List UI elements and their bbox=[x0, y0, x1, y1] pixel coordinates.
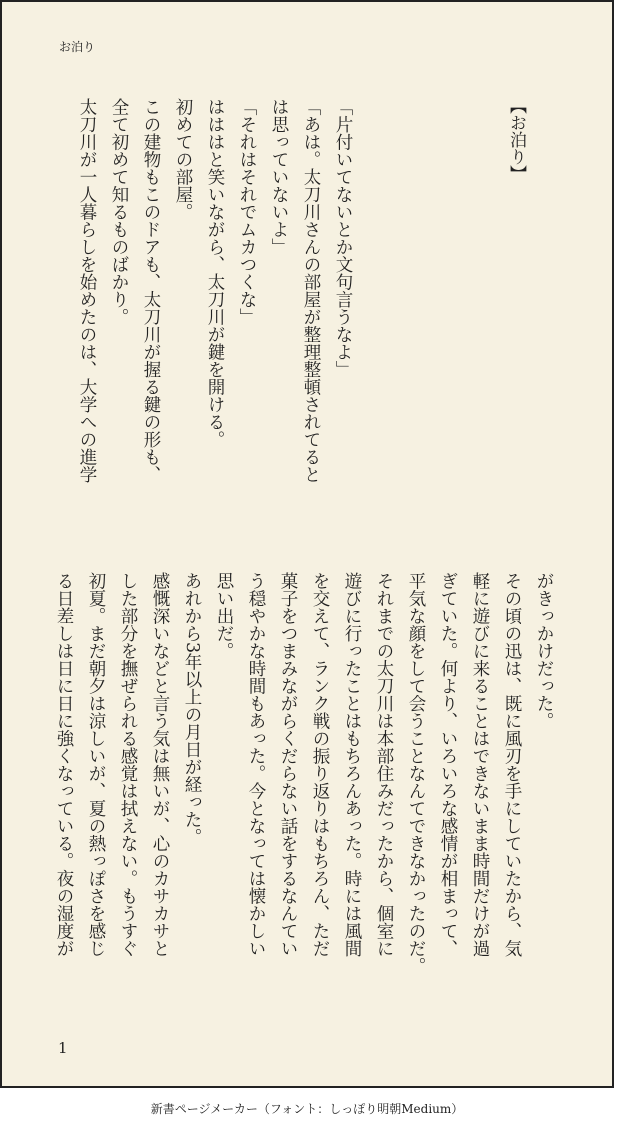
text-column: 「片付いてないとか文句言うなよ」 bbox=[333, 98, 353, 378]
text-column: 思い出だ。 bbox=[214, 572, 234, 660]
text-column: がきっかけだった。 bbox=[534, 572, 554, 730]
text-column: 平気な顔をして会うことなんてできなかったのだ。 bbox=[406, 572, 426, 975]
text-column: あれから3年以上の月日が経った。 bbox=[182, 572, 202, 846]
text-column: 初めての部屋。 bbox=[173, 98, 193, 221]
text-column: 太刀川が一人暮らしを始めたのは、大学への進学 bbox=[77, 98, 97, 483]
text-column: それまでの太刀川は本部住みだったから、個室に bbox=[374, 572, 394, 957]
page-number: 1 bbox=[58, 1039, 68, 1057]
text-column: 軽に遊びに来ることはできないまま時間だけが過 bbox=[470, 572, 490, 957]
text-column: 全て初めて知るものばかり。 bbox=[109, 98, 129, 326]
text-column: う穏やかな時間もあった。今となっては懐かしい bbox=[246, 572, 266, 957]
text-column: その頃の迅は、既に風刃を手にしていたから、気 bbox=[502, 572, 522, 957]
text-column: 菓子をつまみながらくだらない話をするなんてい bbox=[278, 572, 298, 957]
text-column: 初夏。まだ朝夕は涼しいが、夏の熱っぽさを感じ bbox=[86, 572, 106, 957]
footer-credit: 新書ページメーカー（フォント：しっぽり明朝Medium） bbox=[150, 1102, 464, 1116]
lower-text-block bbox=[48, 572, 560, 1012]
text-column: 「あは。太刀川さんの部屋が整理整頓されてると bbox=[301, 98, 321, 483]
text-column: を交えて、ランク戦の振り返りはもちろん、ただ bbox=[310, 572, 330, 957]
text-column: は思っていないよ」 bbox=[269, 98, 289, 256]
text-column: この建物もこのドアも、太刀川が握る鍵の形も、 bbox=[141, 98, 161, 483]
upper-text-block bbox=[71, 98, 359, 538]
running-header: お泊り bbox=[59, 40, 96, 54]
text-column: はははと笑いながら、太刀川が鍵を開ける。 bbox=[205, 98, 225, 448]
text-column: 感慨深いなどと言う気は無いが、心のカサカサと bbox=[150, 572, 170, 957]
text-column: 「それはそれでムカつくな」 bbox=[237, 98, 257, 326]
text-column: 遊びに行ったことはもちろんあった。時には風間 bbox=[342, 572, 362, 957]
text-column: る日差しは日に日に強くなっている。夜の湿度が bbox=[54, 572, 74, 957]
text-column: した部分を撫ぜられる感覚は拭えない。もうすぐ bbox=[118, 572, 138, 957]
text-column: ぎていた。何より、いろいろな感情が相まって、 bbox=[438, 572, 458, 957]
chapter-title: 【お泊り】 bbox=[506, 97, 526, 182]
